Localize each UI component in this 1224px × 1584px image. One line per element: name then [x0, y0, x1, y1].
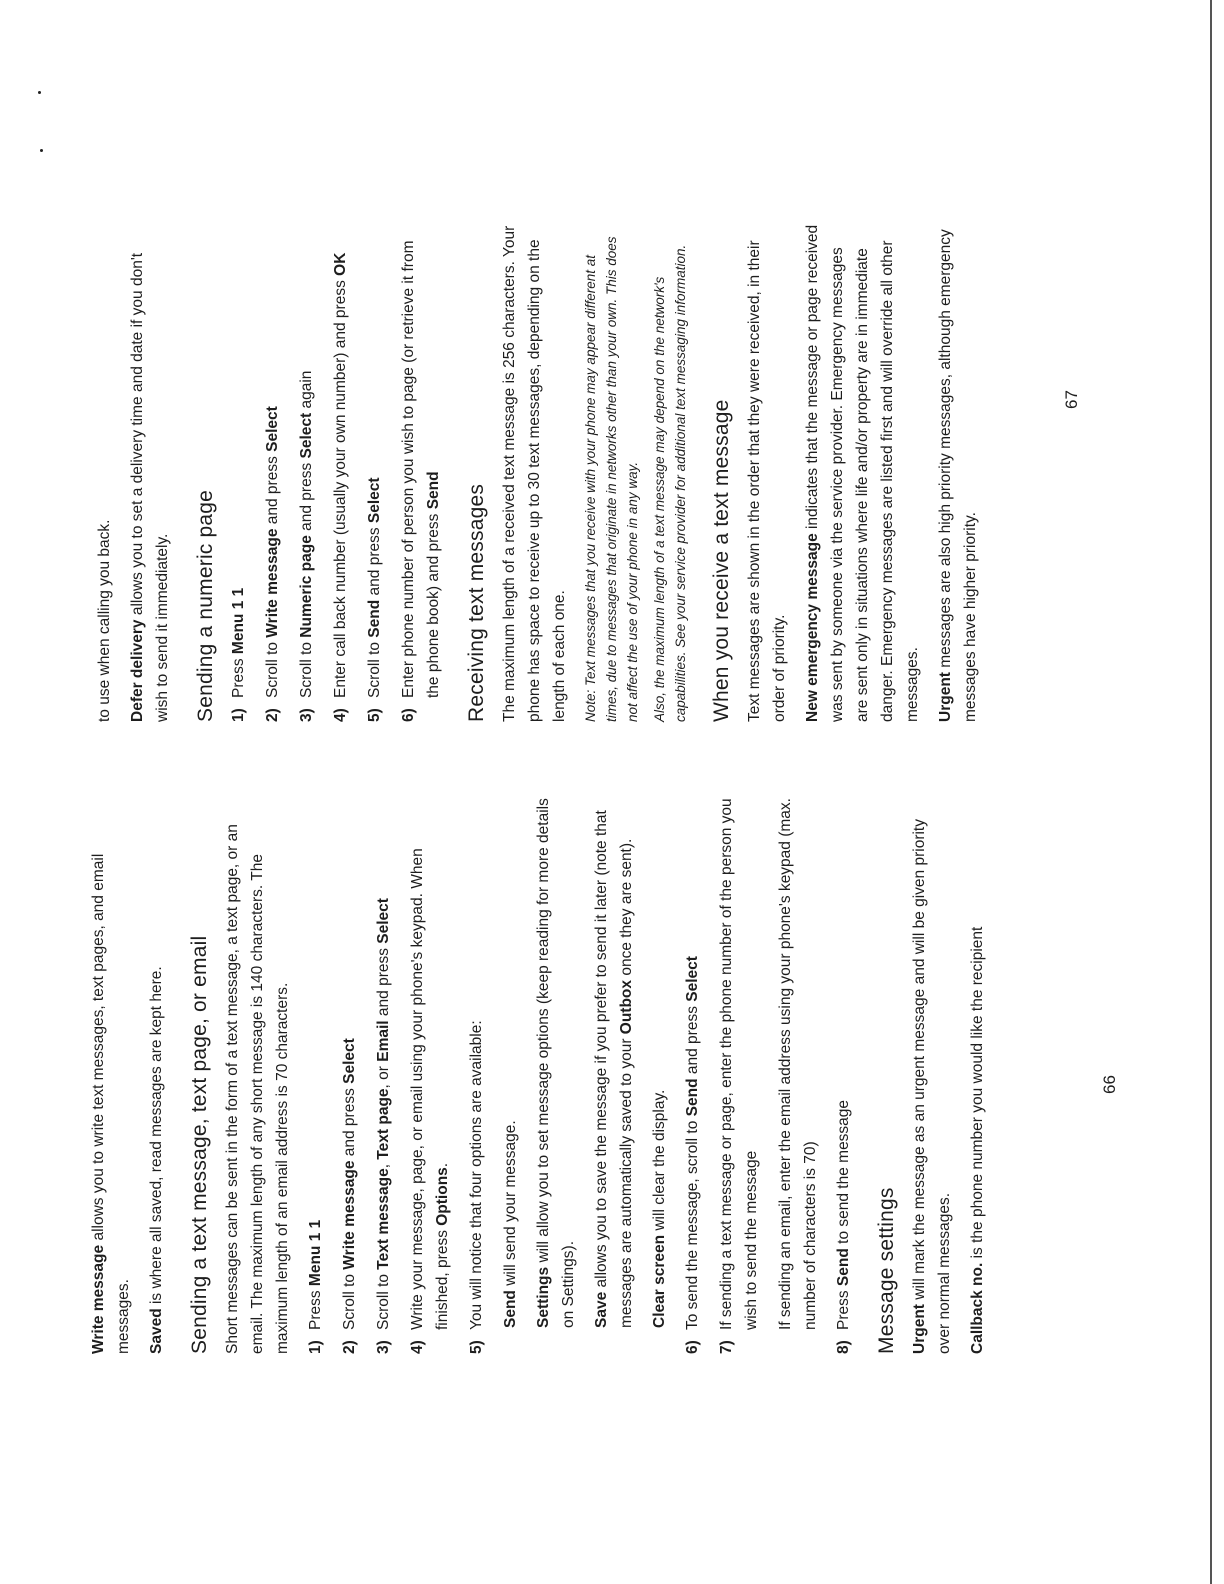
- numeric-step-2: 2) Scroll to Write message and press Select: [264, 406, 281, 722]
- step-7: 7) If sending a text message or page, enter the phone number of the person you wish to send the message: [718, 798, 760, 1354]
- option-clear-screen: Clear screen will clear the display.: [651, 1089, 668, 1328]
- saved-paragraph: Saved is where all saved, read messages are kept here.: [148, 966, 165, 1354]
- send-text-steps: [303, 794, 489, 1354]
- short-message-paragraph: Short messages can be sent in the form of a text message, a text page, or an email. The maximum length of any short message is 140 characters. The maximum length of an email address is 70 characters.: [224, 824, 291, 1354]
- option-save: Save allows you to save the message if you prefer to send it later (note that messages are automatically saved to your Outbox once they are sent).: [593, 810, 635, 1328]
- note-network-capabilities: Also, the maximum length of a text message may depend on the network's capabilities. See your service provider for additional text messaging information.: [652, 244, 688, 722]
- numeric-page-steps: [226, 222, 446, 722]
- max-length-paragraph: The maximum length of a received text message is 256 characters. Your phone has space to receive up to 30 text messages, depending on the length of each one.: [501, 225, 568, 722]
- note-different-networks: Note: Text messages that you receive with your phone may appear different at times, due to messages that originate in networks other than your own. This does not affect the use of your phone in any way.: [583, 236, 640, 722]
- page-number-right: 67: [1062, 390, 1081, 409]
- numeric-step-3: 3) Scroll to Numeric page and press Select again: [298, 370, 315, 722]
- scan-speck: [40, 149, 43, 152]
- emergency-paragraph: New emergency message indicates that the message or page received was sent by someone via the service provider. Emergency messages are sent only in situations where life and/or property are in immediate danger. Emergency messages are listed first and will override all other messages.: [804, 224, 921, 722]
- send-text-steps-continued: [680, 794, 764, 1354]
- numeric-step-6: 6) Enter phone number of person you wish to page (or retrieve it from the phone book) and press Send: [400, 240, 442, 722]
- step-3: 3) Scroll to Text message, Text page, or Email and press Select: [375, 898, 392, 1354]
- urgent-paragraph: Urgent will mark the message as an urgent message and will be given priority over normal messages.: [911, 819, 953, 1354]
- callback-paragraph: Callback no. is the phone number you would like the recipient: [969, 926, 986, 1354]
- step-4: 4) Write your message, page, or email using your phone's keypad. When finished, press Options.: [409, 848, 451, 1354]
- scan-speck: [38, 91, 41, 94]
- numeric-step-4: 4) Enter call back number (usually your own number) and press OK: [332, 252, 349, 722]
- option-send: Send will send your message.: [502, 1120, 519, 1328]
- step-8: 8) Press Send to send the message: [835, 1099, 852, 1354]
- step-6: 6) To send the message, scroll to Send and press Select: [684, 956, 701, 1354]
- numeric-step-5: 5) Scroll to Send and press Select: [366, 477, 383, 722]
- step-7-email-note: If sending an email, enter the email address using your phone's keypad (max. number of characters is 70): [777, 798, 819, 1330]
- step-1: 1) Press Menu 1 1: [307, 1219, 324, 1354]
- left-page-column: [86, 794, 998, 1354]
- right-page-column: [92, 222, 991, 722]
- heading-receiving-text-messages: Receiving text messages: [465, 483, 488, 722]
- numeric-step-1: 1) Press Menu 1 1: [230, 587, 247, 722]
- page-number-left: 66: [1100, 1075, 1119, 1094]
- send-text-steps-final: [831, 794, 856, 1354]
- heading-numeric-page: Sending a numeric page: [194, 489, 217, 722]
- defer-delivery-paragraph: Defer delivery allows you to set a delivery time and date if you don't wish to send it immediately.: [129, 252, 171, 722]
- urgent-priority-paragraph: Urgent messages are also high priority messages, although emergency messages have higher priority.: [937, 229, 979, 722]
- step-5: 5) You will notice that four options are available:: [468, 1020, 485, 1354]
- step-2: 2) Scroll to Write message and press Select: [341, 1038, 358, 1354]
- heading-message-settings: Message settings: [875, 1187, 898, 1354]
- heading-sending-text-message: Sending a text message, text page, or email: [188, 935, 211, 1354]
- write-message-paragraph: Write message allows you to write text messages, text pages, and email messages.: [90, 853, 132, 1354]
- option-settings: Settings will allow you to set message options (keep reading for more details on Settings).: [535, 798, 577, 1328]
- heading-when-you-receive: When you receive a text message: [710, 399, 733, 722]
- order-paragraph: Text messages are shown in the order that they were received, in their order of priority.: [746, 240, 788, 722]
- scan-edge-line: [1210, 0, 1212, 1584]
- callback-continued-paragraph: to use when calling you back.: [96, 519, 113, 722]
